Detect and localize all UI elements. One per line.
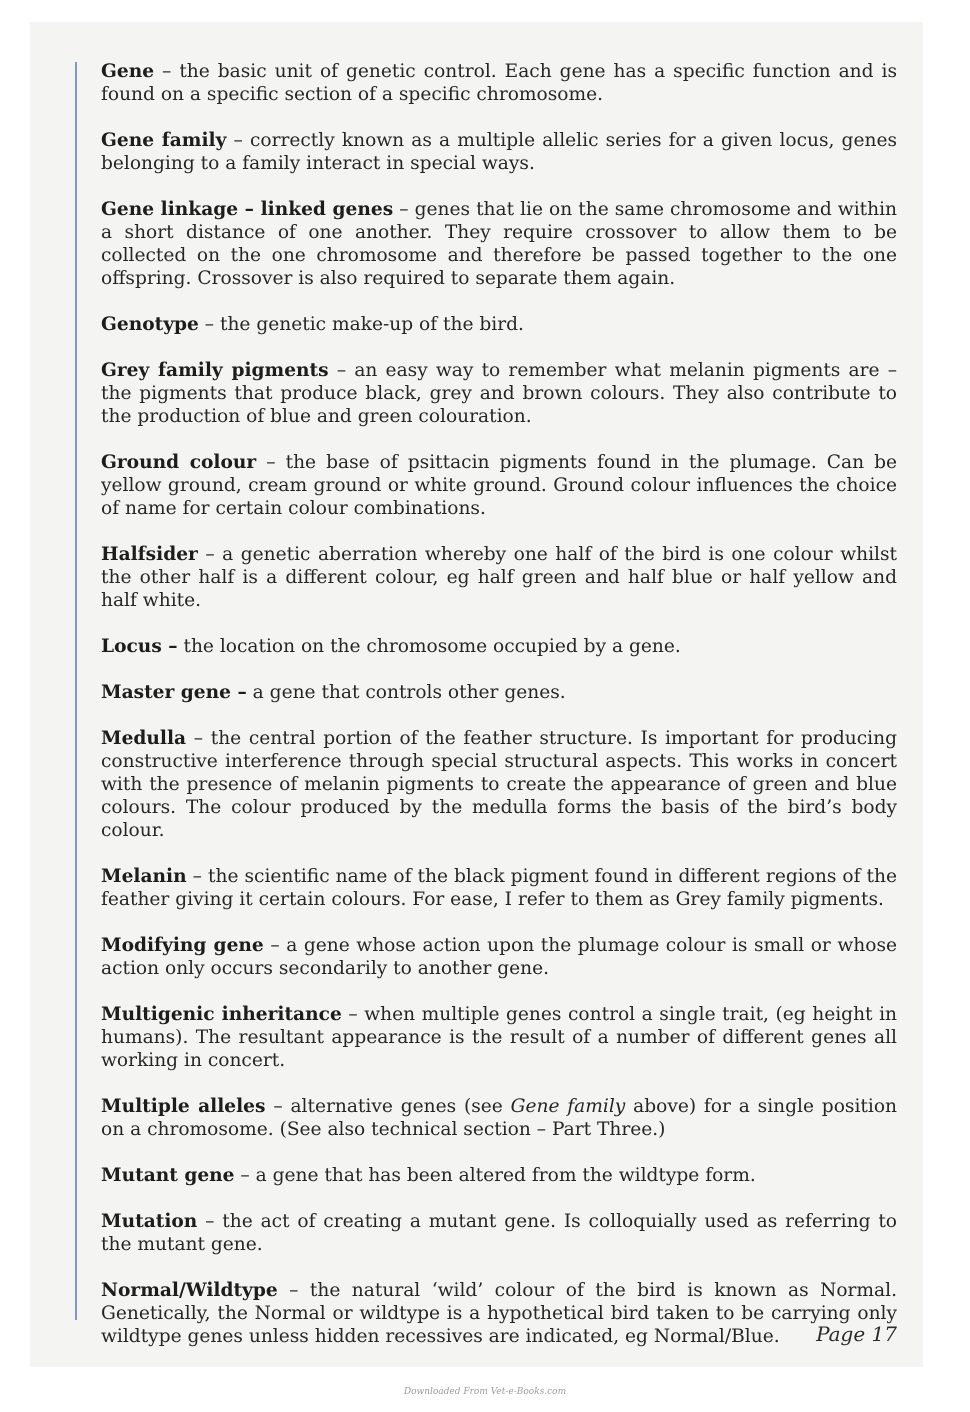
margin-rule — [75, 62, 77, 1320]
glossary-definition: the scientific name of the black pigment found in different regions of the feather giving it certain colours. For ease, I refer to them as Grey family pigments. — [101, 866, 897, 910]
glossary-term: Genotype — [101, 314, 199, 335]
glossary-definition: an easy way to remember what melanin pigments are – the pigments that produce black, grey and brown colours. They also contribute to the production of blue and green colouration. — [101, 360, 897, 427]
glossary-term: Multiple alleles — [101, 1096, 266, 1117]
term-separator: – — [226, 130, 250, 151]
glossary-term: Grey family pigments — [101, 360, 329, 381]
term-separator: – — [186, 866, 209, 887]
glossary-term: Modifying gene — [101, 935, 264, 956]
glossary-entry-mutation — [101, 1210, 897, 1256]
glossary-entry-multigenic-inheritance — [101, 1003, 897, 1072]
term-separator: – — [186, 728, 211, 749]
term-separator: – — [277, 1280, 310, 1301]
glossary-definition: the central portion of the feather structure. Is important for producing constructive interference through special structural aspects. This works in concert with the presence of melanin pigments to create the appearance of green and blue colours. The colour produced by the medulla forms the basis of the bird’s body colour. — [101, 728, 898, 841]
glossary-term: Ground colour — [101, 452, 257, 473]
glossary-term: Gene linkage – linked genes — [101, 199, 394, 220]
page-number: Page 17 — [816, 1322, 897, 1346]
glossary-entry-mutant-gene — [101, 1164, 897, 1187]
glossary-entry-grey-family-pigments — [101, 359, 897, 428]
glossary-entry-locus — [101, 635, 897, 658]
glossary-definition: the act of creating a mutant gene. Is colloquially used as referring to the mutant gene. — [101, 1211, 898, 1255]
glossary-definition: a gene that has been altered from the wildtype form. — [255, 1165, 756, 1186]
glossary-definition: genes that lie on the same chromosome and within a short distance of one another. They require crossover to allow them to be collected on the one chromosome and therefore be passed together to the one offspring. Crossover is also required to separate them again. — [101, 199, 898, 289]
term-separator: – — [393, 199, 415, 220]
glossary-definition: correctly known as a multiple allelic series for a given locus, genes belonging to a family interact in special ways. — [101, 130, 897, 174]
download-watermark: Downloaded From Vet-e-Books.com — [403, 1387, 567, 1397]
glossary-definition-end: above) for a single position on a chromosome. (See also technical section – Part Three.) — [101, 1096, 897, 1140]
glossary-term: Multigenic inheritance — [101, 1004, 342, 1025]
glossary-entry-gene — [101, 60, 897, 106]
glossary-definition: the natural ‘wild’ colour of the bird is known as Normal. Genetically, the Normal or wildtype is a hypothetical bird taken to be carrying only wildtype genes unless hidden recessives are indicated, eg Normal/Blue. — [101, 1280, 898, 1347]
cross-reference: Gene family — [510, 1096, 626, 1117]
glossary-entry-multiple-alleles — [101, 1095, 897, 1141]
glossary-definition: when multiple genes control a single trait, (eg height in humans). The resultant appearance is the result of a number of different genes all working in concert. — [101, 1004, 897, 1071]
term-separator: – — [234, 1165, 256, 1186]
term-separator: – — [341, 1004, 365, 1025]
term-separator: – — [328, 360, 355, 381]
term-separator: – — [197, 1211, 223, 1232]
term-separator: – — [263, 935, 287, 956]
glossary-entry-melanin — [101, 865, 897, 911]
glossary-entry-halfsider — [101, 543, 897, 612]
glossary-term: Gene family — [101, 130, 227, 151]
glossary-term: Medulla — [101, 728, 187, 749]
glossary-definition: the genetic make-up of the bird. — [219, 314, 524, 335]
glossary-entry-gene-family — [101, 129, 897, 175]
glossary-term: Halfsider — [101, 544, 198, 565]
term-separator: – — [197, 544, 223, 565]
glossary-term: Master gene – — [101, 682, 247, 703]
term-separator: – — [154, 61, 180, 82]
glossary-entry-normal-wildtype — [101, 1279, 897, 1348]
glossary-definition: the base of psittacin pigments found in the plumage. Can be yellow ground, cream ground or white ground. Ground colour influences the choice of name for certain colour combinations. — [101, 452, 897, 519]
glossary-definition: the basic unit of genetic control. Each gene has a specific function and is found on a specific section of a specific chromosome. — [101, 61, 897, 105]
glossary-term: Normal/Wildtype — [101, 1280, 278, 1301]
glossary-list — [101, 60, 897, 1371]
term-separator: – — [265, 1096, 291, 1117]
glossary-definition: a gene whose action upon the plumage colour is small or whose action only occurs secondarily to another gene. — [101, 935, 897, 979]
glossary-term: Locus – — [101, 636, 178, 657]
term-separator: – — [198, 314, 220, 335]
glossary-definition: a gene that controls other genes. — [252, 682, 566, 703]
glossary-entry-medulla — [101, 727, 897, 842]
glossary-entry-genotype — [101, 313, 897, 336]
glossary-term: Mutant gene — [101, 1165, 235, 1186]
glossary-term: Melanin — [101, 866, 187, 887]
term-separator: – — [256, 452, 286, 473]
glossary-term: Mutation — [101, 1211, 198, 1232]
glossary-entry-modifying-gene — [101, 934, 897, 980]
glossary-entry-master-gene — [101, 681, 897, 704]
glossary-definition-start: alternative genes (see — [290, 1096, 511, 1117]
glossary-entry-ground-colour — [101, 451, 897, 520]
glossary-term: Gene — [101, 61, 155, 82]
glossary-entry-gene-linkage — [101, 198, 897, 290]
glossary-definition: a genetic aberration whereby one half of the bird is one colour whilst the other half is a different colour, eg half green and half blue or half yellow and half white. — [101, 544, 897, 611]
glossary-definition: the location on the chromosome occupied by a gene. — [183, 636, 681, 657]
